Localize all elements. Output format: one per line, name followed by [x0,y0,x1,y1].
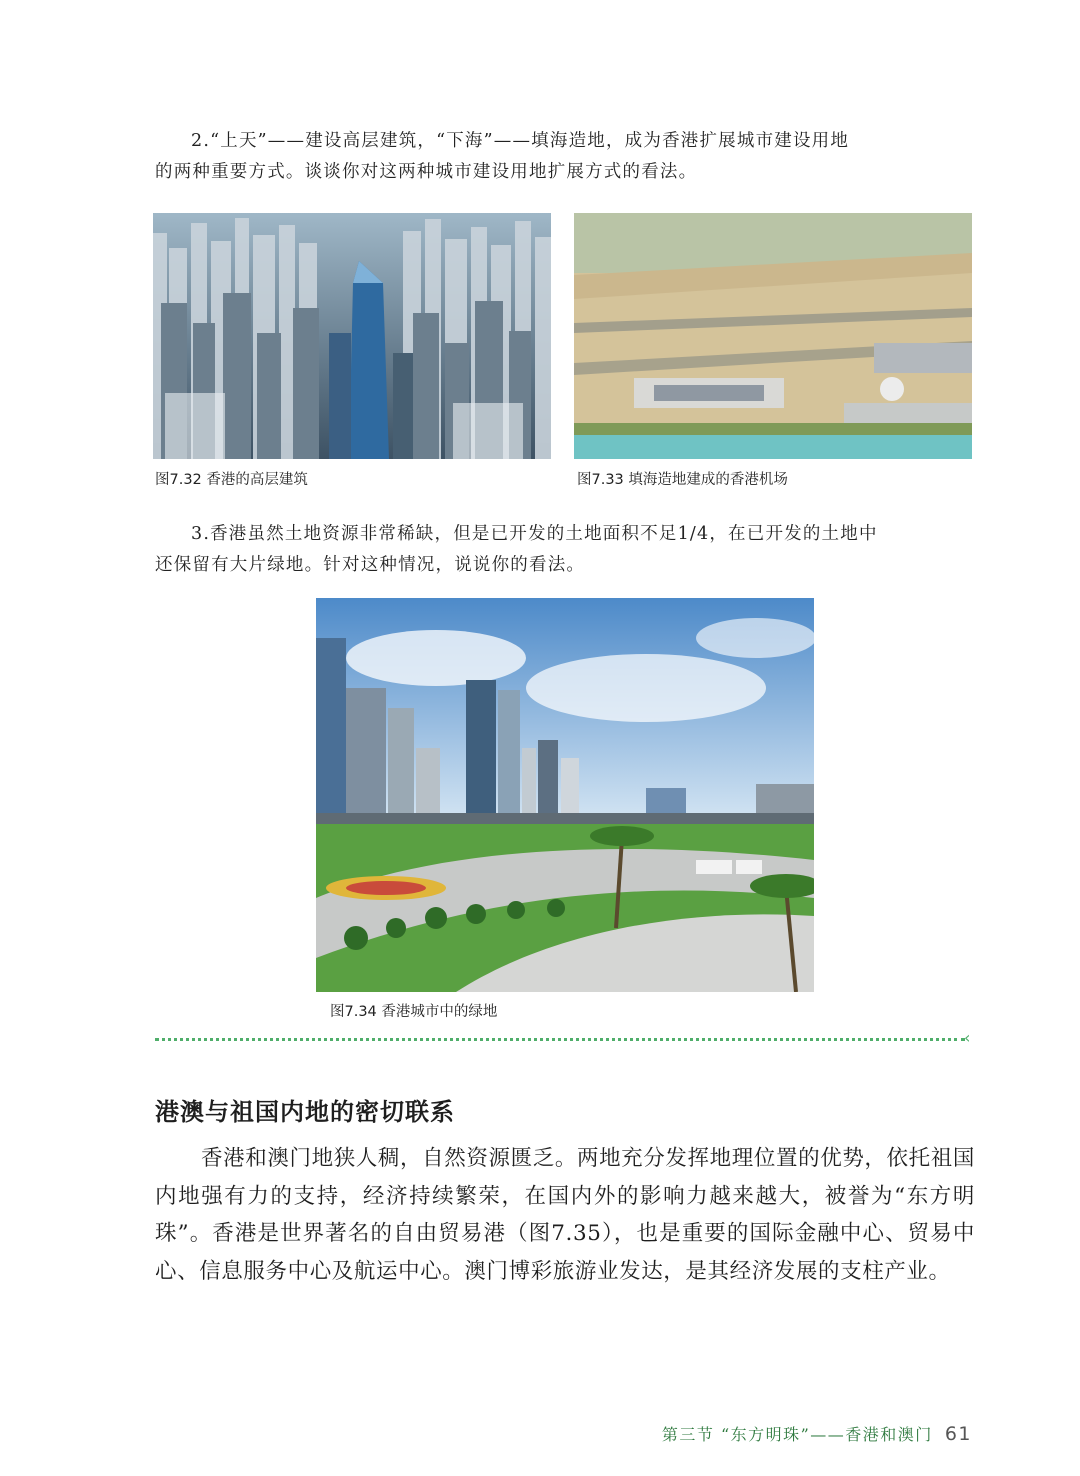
question-2-line-1: 2.“上天”——建设高层建筑，“下海”——填海造地，成为香港扩展城市建设用地 [191,131,850,151]
section-body-text: 香港和澳门地狭人稠，自然资源匮乏。两地充分发挥地理位置的优势，依托祖国内地强有力的支持，经济持续繁荣，在国内外的影响力越来越大，被誉为“东方明珠”。香港是世界著名的自由贸易港（图7.35），也是重要的国际金融中心、贸易中心、信息服务中心及航运中心。澳门博彩旅游业发达，是其经济发展的支柱产业。 [155,1146,975,1284]
section-body [155,1140,975,1290]
figure-7-34-photo [316,598,814,992]
divider-arrow-icon: ‹ [964,1028,971,1047]
question-3-line-1: 3.香港虽然土地资源非常稀缺，但是已开发的土地面积不足1/4，在已开发的土地中 [191,524,878,544]
figure-7-34-caption: 图7.34 香港城市中的绿地 [330,1004,498,1020]
section-title: 港澳与祖国内地的密切联系 [155,1098,455,1126]
question-3 [155,519,975,581]
figure-7-33-caption: 图7.33 填海造地建成的香港机场 [577,472,788,488]
figure-7-33-photo [574,213,972,459]
page-number: 61 [944,1423,972,1445]
question-2 [155,126,975,188]
figure-7-32-photo [153,213,551,459]
page-footer [662,1422,972,1445]
question-3-line-2: 还保留有大片绿地。针对这种情况，说说你的看法。 [155,555,586,575]
question-2-line-2: 的两种重要方式。谈谈你对这两种城市建设用地扩展方式的看法。 [155,162,698,182]
footer-chapter: 第三节 “东方明珠”——香港和澳门 [661,1425,933,1444]
section-divider [155,1038,965,1041]
figure-7-32-caption: 图7.32 香港的高层建筑 [155,472,308,488]
